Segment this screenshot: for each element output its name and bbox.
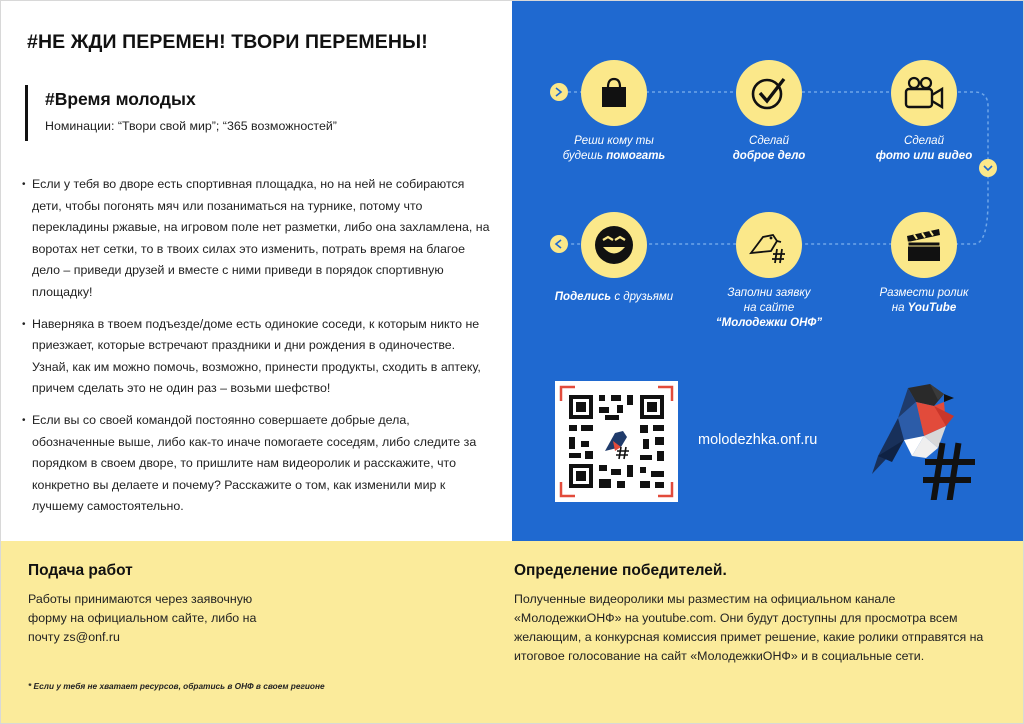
footnote: * Если у тебя не хватает ресурсов, обратись в ОНФ в своем регионе: [28, 681, 325, 691]
smiley-icon: [581, 212, 647, 278]
nominations-text: Номинации: “Твори свой мир”; “365 возможностей”: [45, 119, 337, 133]
list-item: • Если вы со своей командой постоянно совершаете добрые дела, обозначенные выше, либо как-то иначе помогаете соседям, либо следите за порядком в своем дворе, то пришлите нам видеоролик и расскажите, что конкретно вы делаете и почему? Расскажите о том, как изменили мир к лучшему самостоятельно.: [22, 410, 492, 518]
site-url-link[interactable]: molodezhka.onf.ru: [698, 432, 818, 448]
submission-section: [28, 562, 288, 647]
clapperboard-icon: [891, 212, 957, 278]
section-header: [25, 85, 337, 141]
bullfinch-logo-icon: [868, 382, 980, 500]
checkmark-icon: [736, 60, 802, 126]
page-title: #НЕ ЖДИ ПЕРЕМЕН! ТВОРИ ПЕРЕМЕНЫ!: [27, 31, 428, 53]
winners-text: Полученные видеоролики мы разместим на официальном канале «МолодежкиОНФ» на youtube.com. Они будут доступны для просмотра всем желающим, а конкурсная комиссия примет решение, какие ролики отправятся на итоговое голосование на сайт «МолодежкиОНФ» и в социальные сети.: [514, 592, 984, 663]
list-item: • Если у тебя во дворе есть спортивная площадка, но на ней не собираются дети, чтобы погонять мяч или позаниматься на турнике, потому что перекладины ржавые, на игровом поле нет разметки, либо она захламлена, на воротах нет сетки, то в твоих силах это изменить, потрать время на благое дело – приведи друзей и вместе с ними приведи в порядок спортивную площадку!: [22, 174, 492, 304]
info-band: [0, 541, 1024, 724]
video-camera-icon: [891, 60, 957, 126]
step-photo-video: Сделай фото или видео: [849, 60, 999, 164]
step-good-deed: Сделай доброе дело: [694, 60, 844, 164]
list-item: • Наверняка в твоем подъезде/доме есть одинокие соседи, к которым никто не приезжает, которые встречают праздники и дни рождения в одиночестве. Узнай, как им можно помочь, возможно, принести продукты, сходить в аптеку, причем сделать это не один раз – возьми шефство!: [22, 314, 492, 400]
qr-code[interactable]: [555, 381, 678, 502]
step-share: Поделись с друзьями: [539, 212, 689, 305]
winners-section: [514, 562, 984, 666]
shopping-bag-icon: [581, 60, 647, 126]
winners-heading: Определение победителей.: [514, 562, 727, 579]
section-title: #Время молодых: [45, 89, 196, 109]
bullet-list: [22, 174, 492, 528]
bird-hashtag-icon: [736, 212, 802, 278]
step-upload-youtube: Размести ролик на YouTube: [849, 212, 999, 316]
step-choose-whom: Реши кому ты будешь помогать: [539, 60, 689, 164]
submission-heading: Подача работ: [28, 562, 133, 579]
submission-text: Работы принимаются через заявочную форму на официальном сайте, либо на почту zs@onf.ru: [28, 592, 257, 644]
step-fill-application: Заполни заявку на сайте “Молодежки ОНФ”: [694, 212, 844, 331]
steps-panel: [512, 0, 1024, 541]
